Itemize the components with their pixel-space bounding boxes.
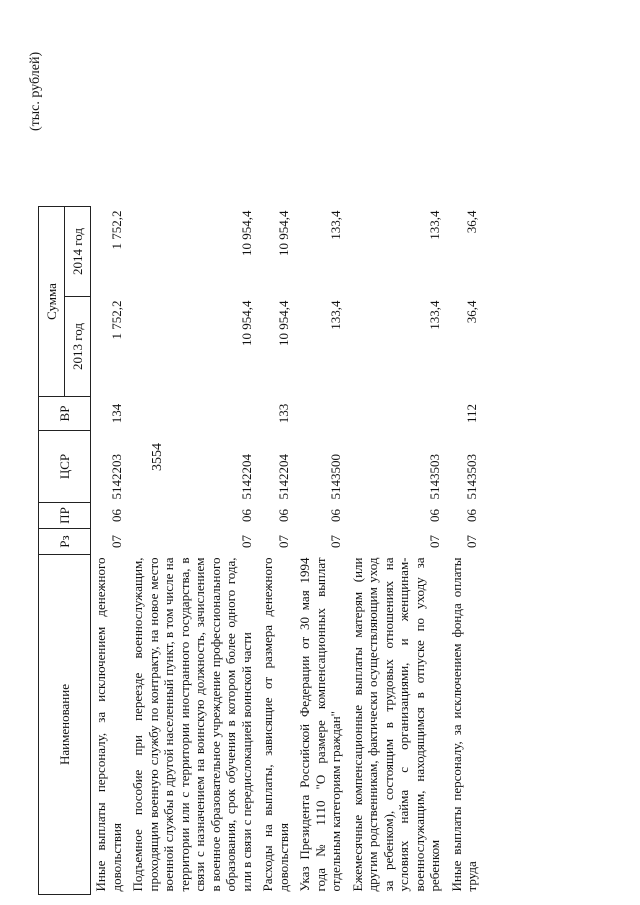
row-name: Расходы на выплаты, зависящие от размера денежного довольствия xyxy=(260,557,291,892)
row-pr: 06 xyxy=(464,509,479,522)
budget-table xyxy=(38,206,484,895)
row-rz: 07 xyxy=(464,535,479,548)
table-row xyxy=(447,207,484,895)
row-sum-2014: 133,4 xyxy=(328,210,343,240)
row-sum-2014: 36,4 xyxy=(464,210,479,234)
row-name: Ежемесячные компенсационные выплаты матерям (или другим родственникам, фактически осуществляющим уход за ребенком), состоящим в трудовых отношениях на условиях найма с организациями, и женщинам-военнослужащим, находящимся в отпуске по уходу за ребенком xyxy=(349,557,442,892)
header-csr: ЦСР xyxy=(39,431,91,503)
row-rz: 07 xyxy=(275,535,291,548)
table-body xyxy=(91,207,484,895)
row-vr: 112 xyxy=(464,403,479,424)
row-pr: 06 xyxy=(238,509,254,522)
row-pr: 06 xyxy=(427,509,442,522)
table-row xyxy=(295,207,348,895)
row-sum-2013: 133,4 xyxy=(427,300,442,330)
header-vr: ВР xyxy=(39,397,91,431)
row-pr: 06 xyxy=(275,509,291,522)
row-name: Иные выплаты персоналу, за исключением денежного довольствия xyxy=(93,557,124,892)
row-sum-2014: 10 954,4 xyxy=(238,210,254,256)
header-pr: ПР xyxy=(39,503,91,529)
units-label: (тыс. рублей) xyxy=(28,51,43,131)
header-name: Наименование xyxy=(39,555,91,895)
table-row xyxy=(91,207,129,895)
row-rz: 07 xyxy=(238,535,254,548)
row-csr: 5142204 xyxy=(238,454,254,500)
row-sum-2013: 36,4 xyxy=(464,300,479,324)
row-sum-2014: 133,4 xyxy=(427,210,442,240)
table-row xyxy=(348,207,447,895)
row-vr: 134 xyxy=(108,403,124,424)
row-sum-2014: 10 954,4 xyxy=(275,210,291,256)
header-year-2014: 2014 год xyxy=(65,207,91,297)
row-rz: 07 xyxy=(328,535,343,548)
header-sum: Сумма xyxy=(39,207,65,397)
row-rz: 07 xyxy=(108,535,124,548)
table-header xyxy=(39,207,91,895)
row-csr: 5142204 xyxy=(275,454,291,500)
row-vr xyxy=(128,397,258,431)
row-csr: 5143503 xyxy=(464,454,479,500)
row-csr: 5143503 xyxy=(427,454,442,500)
row-sum-2013: 10 954,4 xyxy=(238,300,254,346)
row-name: Подъемное пособие при переезде военнослужащим, проходящим военную службу по контракту, на новое место военной службы в другой населенный пункт, в том числе на территории или с территории иностранного государства, в связи с назначением на воинскую должность, зачислением в военное образовательное учреждение профессионального образования, срок обучения в котором более одного года, или в связи с передислокацией воинской части xyxy=(130,557,254,892)
row-sum-2013: 133,4 xyxy=(328,300,343,330)
header-rz: Рз xyxy=(39,529,91,555)
row-vr xyxy=(295,397,348,431)
row-pr: 06 xyxy=(108,509,124,522)
row-name: Указ Президента Российской Федерации от 30 мая 1994 года № 1110 "О размере компенсационных выплат отдельным категориям граждан" xyxy=(297,557,343,892)
row-rz: 07 xyxy=(427,535,442,548)
row-vr: 133 xyxy=(275,403,291,424)
header-year-2013: 2013 год xyxy=(65,297,91,397)
row-sum-2013: 1 752,2 xyxy=(108,300,124,340)
row-csr: 5143500 xyxy=(328,454,343,500)
page-number: 3554 xyxy=(150,443,165,471)
row-csr: 5142203 xyxy=(108,454,124,500)
table-row xyxy=(258,207,295,895)
table-row xyxy=(128,207,258,895)
row-sum-2014: 1 752,2 xyxy=(108,210,124,250)
row-name: Иные выплаты персоналу, за исключением фонда оплаты труда xyxy=(448,557,479,892)
row-pr: 06 xyxy=(328,509,343,522)
row-vr xyxy=(348,397,447,431)
row-sum-2013: 10 954,4 xyxy=(275,300,291,346)
